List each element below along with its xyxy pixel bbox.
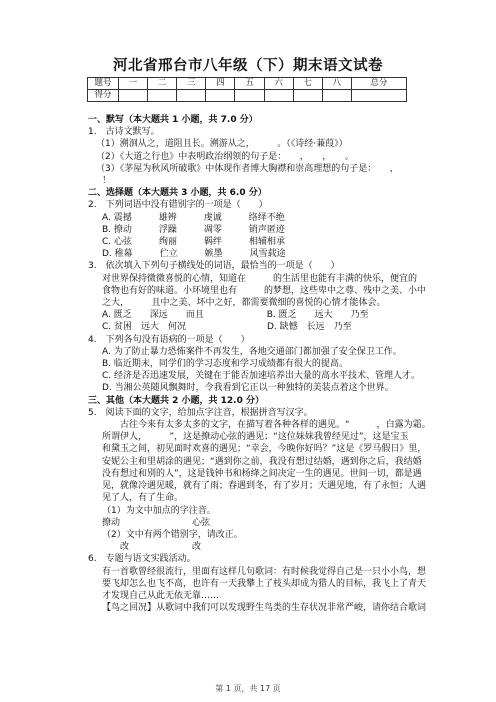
- score-table-cell: 七: [293, 78, 322, 90]
- text-line: A. 震撼 雄辨 虔诚 络绎不绝: [102, 212, 285, 223]
- score-table-cell: [322, 90, 351, 102]
- score-table-header-row: [88, 78, 407, 90]
- score-table-cell: 三: [177, 78, 206, 90]
- text-line: 对世界保持微微喜悦的心情，知道在 的生活里也能有丰满的快乐，便宜的: [102, 273, 418, 284]
- section-heading: 一、默写（本大题共 1 小题，共 7.0 分）: [88, 115, 258, 125]
- text-line: C. 心弦 绚丽 羁绊 相辅相承: [102, 237, 286, 248]
- text-line: 安妮公主和里胡涂的遇见；“遇到你之前，我没有想过结婚，遇到你之后，我结婚: [102, 456, 422, 467]
- score-table-cell: 二: [148, 78, 177, 90]
- score-table: [87, 77, 407, 102]
- score-table-cell: 四: [206, 78, 235, 90]
- text-line: （2）《大道之行也》中表明政治纲领的句子是： ， ， 。: [96, 151, 354, 162]
- text-line: B. 撩动 浮躁 凋零 销声匿迹: [102, 224, 285, 235]
- score-table-cell: [293, 90, 322, 102]
- text-line: 和黛玉之间，初见面时欢喜的遇见；“幸会，今晚你好吗？”这是《罗马假日》里，: [102, 444, 427, 455]
- text-line: 改 改: [102, 542, 202, 553]
- text-line: 古往今来有太多太多的文字，在描写着各种各样的遇见。“ ，白露为霜。: [102, 420, 431, 431]
- text-line: 3. 依次填入下列句子横线处的词语，最恰当的一项是（ ）: [88, 261, 340, 272]
- text-line: C. 贫困 远大 何况 D. 缺憾 长远 乃至: [102, 322, 352, 333]
- text-line: 食物也有好的味道。小环境里也有 的梦想，这些卑中之尊、残中之美、小中: [102, 285, 427, 296]
- score-table-cell: [119, 90, 148, 102]
- exam-content: [88, 114, 431, 614]
- text-line: 见，就像冷遇见暖，就有了雨；春遇到冬，有了岁月；天遇见地，有了永恒；人遇: [102, 481, 427, 492]
- text-line: （1）为文中加点的字注音。: [102, 505, 216, 516]
- text-line: D. 当湘公英随风飘舞时，令我看到它正以一种独特的美装点着这个世界。: [102, 383, 394, 394]
- text-line: 没有想过和别的人”，这是钱钟书和杨绛之间决定一生的遇见。世间一切，都是遇: [102, 468, 422, 479]
- text-line: （1）溯洄从之，道阻且长。溯游从之， 。（《诗经·蒹葭》）: [96, 139, 348, 150]
- text-line: 所谓伊人， ”，这是撩动心弦的遇见；“这位妹妹我曾经见过”，这是宝玉: [102, 432, 409, 443]
- text-line: A. 匮乏 深远 而且 B. 匮乏 远大 乃至: [102, 310, 369, 321]
- text-line: （3）《茅屋为秋风所破歌》中体现作者博大胸襟和崇高理想的句子是： ，: [96, 163, 399, 174]
- text-line: 1. 古诗文默写。: [88, 127, 160, 138]
- text-line: C. 经济是否迅速发展，关键在于能否加速培养出大量的高水平技术、管理人才。: [102, 371, 421, 382]
- score-table-cell: 五: [235, 78, 264, 90]
- score-table-cell: [351, 90, 406, 102]
- page-footer: 第 1 页，共 17 页: [215, 684, 281, 693]
- text-line: 5. 阅读下面的文字，给加点字注音，根据拼音写汉字。: [88, 407, 313, 418]
- page-title: 河北省邢台市八年级（下）期末语文试卷: [113, 58, 383, 74]
- score-table-cell: 八: [322, 78, 351, 90]
- text-line: 6. 专题与语文实践活动。: [88, 554, 196, 565]
- text-line: 才发现自己从此无依无靠……: [102, 590, 220, 601]
- section-heading: 三、其他（本大题共 2 小题，共 12.0 分）: [88, 395, 265, 406]
- text-line: ！: [102, 176, 112, 187]
- text-line: 见了人，有了生命。: [102, 493, 184, 504]
- score-table-cell: 六: [264, 78, 293, 90]
- score-table-cell: [206, 90, 235, 102]
- score-table-cell: [235, 90, 264, 102]
- text-line: 2. 下列词语中没有错别字的一项是（ ）: [88, 200, 268, 211]
- text-line: D. 稚幕 伫立 嫉墨 风雪载途: [102, 249, 286, 260]
- score-table-cell: [148, 90, 177, 102]
- score-table-cell: 一: [119, 78, 148, 90]
- score-table-cell: 得分: [88, 90, 119, 102]
- text-line: 要飞却怎么也飞不高，也许有一天我攀上了枝头却成为猎人的目标，我飞上了青天: [102, 578, 427, 589]
- text-line: 之大， 且中之美、坏中之好，都需要微细的喜悦的心情才能体会。: [102, 298, 386, 309]
- text-line: 有一首歌曾经很流行，里面有这样几句歌词：有时候我觉得自己是一只小小鸟，想: [102, 566, 427, 577]
- section-heading: 二、选择题（本大题共 3 小题，共 6.0 分）: [88, 188, 267, 199]
- score-table-score-row: [88, 90, 407, 102]
- text-line: 撩动 心弦: [102, 517, 211, 528]
- score-table-cell: 总分: [351, 78, 406, 90]
- text-line: 【鸟之回况】从歌词中我们可以发现野生鸟类的生存状况非常严峻，请你结合歌词: [102, 603, 427, 614]
- text-line: （2）文中有两个错别字，请改正。: [102, 529, 243, 540]
- score-table-cell: [264, 90, 293, 102]
- text-line: B. 临近期末，同学们的学习态度和学习成绩都有很大的提高。: [102, 359, 348, 370]
- text-line: A. 为了防止暴力恐怖案件不再发生，各地交通部门都加强了安全保卫工作。: [102, 346, 402, 357]
- score-table-cell: 题号: [88, 78, 119, 90]
- text-line: 4. 下列各句没有语病的一项是（ ）: [88, 334, 250, 345]
- score-table-cell: [177, 90, 206, 102]
